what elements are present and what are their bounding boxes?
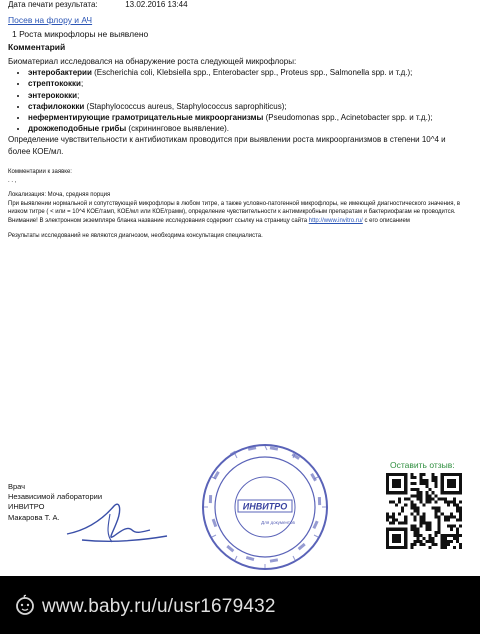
signature-line-4: Макарова Т. А. <box>8 512 60 522</box>
feedback-label: Оставить отзыв: <box>390 460 455 470</box>
disclaimer-text: Результаты исследований не являются диагнозом, необходима консультация специалиста. <box>8 232 263 239</box>
stamp-sub-text: Для документов <box>261 520 295 525</box>
flora-name: стафилококки <box>28 101 85 111</box>
flora-detail: ; <box>77 90 80 100</box>
detection-note: При выявлении нормальной и сопутствующей микрофлоры в любом титре, а также условно-патогенной микрофлоры, не имеющей диагностического значения, в низком титре ( < или = 10^4 КОЕ/тамп, КОЕ/мл или КОЕ/грамм), определение чувствительности к антимикробным препаратам и бактериофагам не проводится. <box>8 200 461 216</box>
flora-name: стрептококки <box>28 79 81 89</box>
attention-note <box>8 217 470 226</box>
flora-name: энтерококки <box>28 90 78 100</box>
stamp-center-text: ИНВИТРО <box>242 501 288 512</box>
flora-item <box>28 101 470 112</box>
flora-name: энтеробактерии <box>28 68 92 78</box>
notes-block <box>8 168 470 240</box>
flora-item <box>28 67 470 78</box>
intro-text: Биоматериал исследовался на обнаружение роста следующей микрофлоры: <box>8 57 297 66</box>
signature-line-3: ИНВИТРО <box>8 502 45 512</box>
flora-detail: (Escherichia coli, Klebsiella spp., Enterobacter spp., Proteus spp., Salmonella spp. и т.д.); <box>91 68 413 78</box>
watermark-text: www.baby.ru/u/usr1679432 <box>42 596 276 617</box>
comments-value: . . , <box>8 177 17 184</box>
localization-text: Локализация: Моча, средняя порция <box>8 192 111 199</box>
watermark-bar <box>0 576 480 634</box>
handwritten-signature-icon <box>62 490 172 550</box>
signature-line-1: Врач <box>8 482 26 491</box>
comment-section-title: Комментарий <box>8 42 66 52</box>
flora-item <box>28 90 470 101</box>
comment-body <box>8 56 470 157</box>
baby-face-icon <box>14 594 36 616</box>
flora-item <box>28 78 470 89</box>
flora-detail: (скрининговое выявление). <box>126 124 230 134</box>
flora-name: дрожжеподобные грибы <box>28 124 127 134</box>
print-date-row <box>8 0 188 9</box>
flora-item <box>28 112 470 123</box>
invitro-site-link[interactable]: http://www.invitro.ru/ <box>308 217 363 224</box>
flora-item <box>28 123 470 134</box>
flora-detail: ; <box>80 79 84 89</box>
attention-text: Внимание! В электронном экземпляре бланка название исследования содержит ссылку на страницу сайта <box>8 217 309 224</box>
result-line: 1 Роста микрофлоры не выявлено <box>12 29 149 39</box>
print-date-value: 13.02.2016 13:44 <box>125 0 188 9</box>
feedback-qr-code-icon[interactable] <box>386 473 462 549</box>
signature-line-2: Независимой лаборатории <box>8 492 103 502</box>
flora-name: неферментирующие грамотрицательные микроорганизмы <box>28 113 264 123</box>
print-date-label: Дата печати результата: <box>8 0 98 9</box>
flora-detail: (Staphylococcus aureus, Staphylococcus saprophiticus); <box>84 101 287 111</box>
comments-title: Комментарии к заявке: <box>8 169 72 175</box>
sensitivity-note: Определение чувствительности к антибиотикам проводится при выявлении роста микроорганизмов в степени 10^4 и более КОЕ/мл. <box>8 135 446 156</box>
flora-list <box>8 67 470 134</box>
official-stamp-icon <box>200 442 330 572</box>
test-name-link[interactable]: Посев на флору и АЧ <box>8 15 93 25</box>
watermark <box>14 594 276 618</box>
attention-text-end: с его описанием <box>362 217 410 224</box>
flora-detail: (Pseudomonas spp., Acinetobacter spp. и т.д.); <box>263 113 433 123</box>
